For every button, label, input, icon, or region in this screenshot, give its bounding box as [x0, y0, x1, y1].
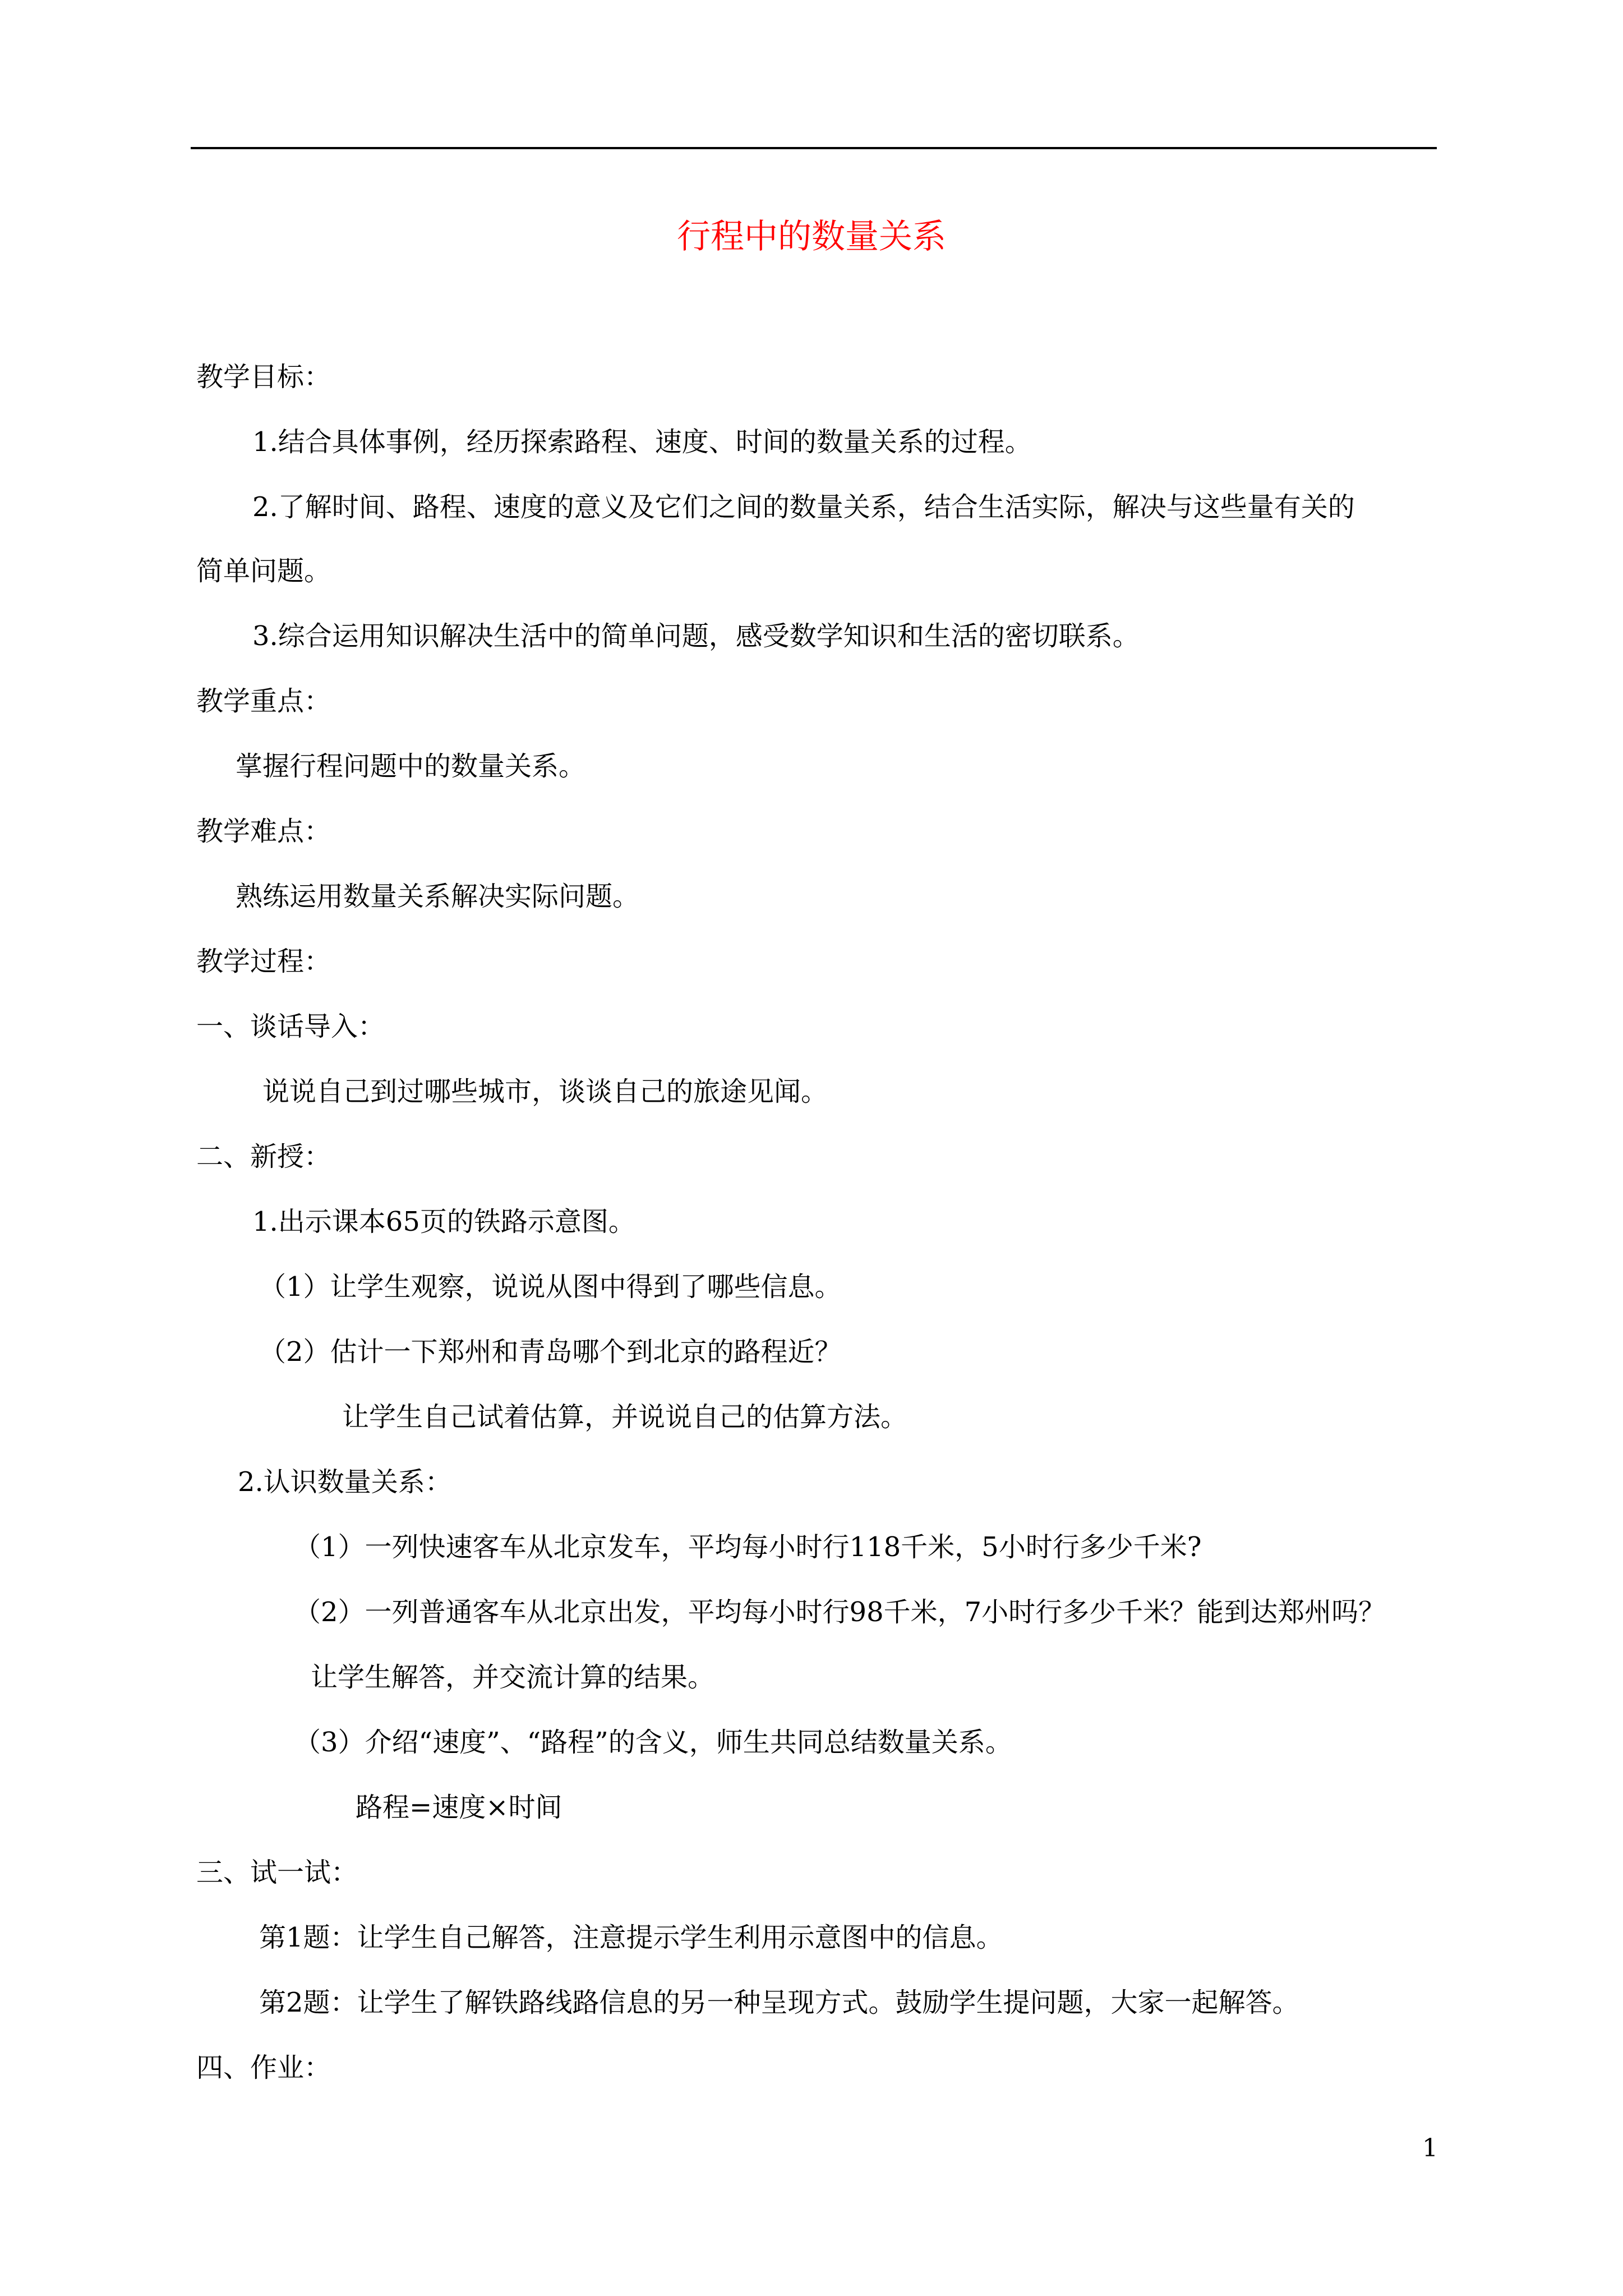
section-1-text: 说说自己到过哪些城市，谈谈自己的旅途见闻。: [262, 1076, 828, 1107]
section-2-item-2-2: （2）一列普通客车从北京出发，平均每小时行98千米，7小时行多少千米？能到达郑州吗？: [294, 1596, 1386, 1628]
objective-2: 2.了解时间、路程、速度的意义及它们之间的数量关系，结合生活实际，解决与这些量有关的: [252, 491, 1355, 523]
page-number: 1: [1422, 2134, 1438, 2162]
section-1-heading: 一、谈话导入：: [196, 1011, 385, 1042]
section-2-heading: 二、新授：: [196, 1141, 331, 1172]
section-2-item-1-2: （2）估计一下郑州和青岛哪个到北京的路程近？: [259, 1336, 842, 1368]
section-2-item-2-2-note: 让学生解答，并交流计算的结果。: [311, 1662, 715, 1693]
document-title: 行程中的数量关系: [677, 217, 946, 256]
section-2-item-2-3: （3）介绍“速度”、“路程”的含义，师生共同总结数量关系。: [294, 1727, 1012, 1758]
heading-teaching-process: 教学过程：: [196, 946, 331, 977]
heading-teaching-objectives: 教学目标：: [196, 361, 331, 393]
objective-3: 3.综合运用知识解决生活中的简单问题，感受数学知识和生活的密切联系。: [252, 620, 1140, 652]
section-2-item-2-1: （1）一列快速客车从北京发车，平均每小时行118千米，5小时行多少千米?: [294, 1531, 1202, 1563]
key-point-text: 掌握行程问题中的数量关系。: [236, 751, 586, 782]
section-4-heading: 四、作业：: [196, 2052, 331, 2083]
section-2-item-1-1: （1）让学生观察，说说从图中得到了哪些信息。: [259, 1271, 842, 1303]
heading-key-points: 教学重点：: [196, 685, 331, 717]
objective-1: 1.结合具体事例，经历探索路程、速度、时间的数量关系的过程。: [252, 426, 1032, 458]
section-3-heading: 三、试一试：: [196, 1857, 358, 1888]
difficulty-text: 熟练运用数量关系解决实际问题。: [236, 881, 640, 912]
section-2-item-2: 2.认识数量关系：: [238, 1466, 452, 1498]
objective-2-continued: 简单问题。: [196, 555, 331, 587]
section-2-item-1: 1.出示课本65页的铁路示意图。: [252, 1206, 635, 1237]
heading-difficulties: 教学难点：: [196, 816, 331, 847]
header-rule: [191, 147, 1437, 149]
section-2-item-1-2-note: 让学生自己试着估算，并说说自己的估算方法。: [342, 1401, 908, 1433]
section-3-problem-2: 第2题：让学生了解铁路线路信息的另一种呈现方式。鼓励学生提问题，大家一起解答。: [259, 1987, 1299, 2018]
formula-distance: 路程=速度×时间: [356, 1792, 562, 1823]
section-3-problem-1: 第1题：让学生自己解答，注意提示学生利用示意图中的信息。: [259, 1922, 1003, 1953]
